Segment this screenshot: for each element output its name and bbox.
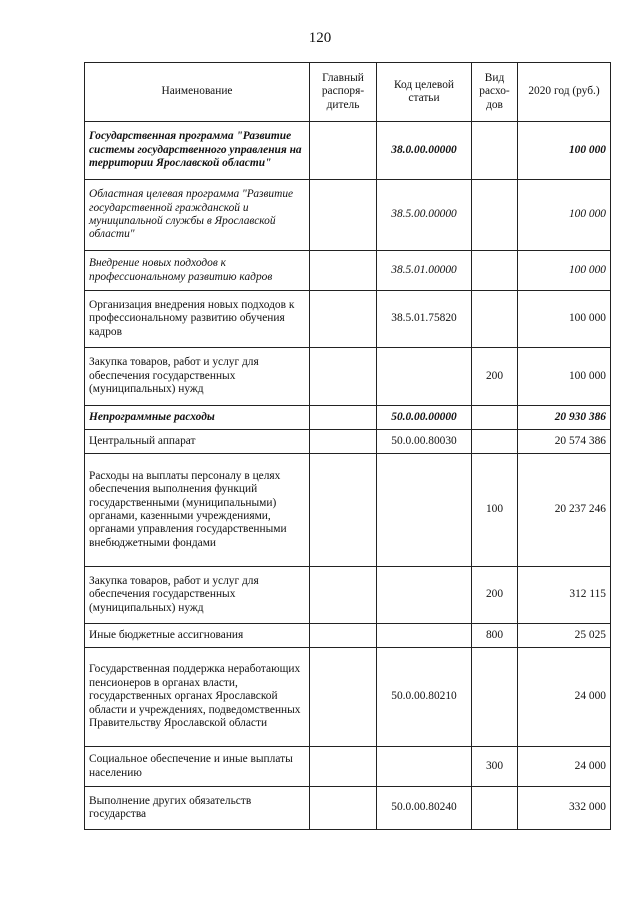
cell-code: 50.0.00.80210 — [377, 648, 472, 747]
cell-manager — [310, 348, 377, 406]
cell-kind: 800 — [472, 624, 518, 648]
cell-manager — [310, 454, 377, 567]
cell-amount: 24 000 — [518, 747, 611, 787]
cell-kind: 200 — [472, 567, 518, 624]
cell-name: Расходы на выплаты персоналу в целях обеспечения выполнения функций государственными (муниципальными) органами, казенными учреждениями, органами управления государственными внебюджетными фондами — [85, 454, 310, 567]
cell-name: Социальное обеспечение и иные выплаты населению — [85, 747, 310, 787]
cell-manager — [310, 648, 377, 747]
cell-name: Организация внедрения новых подходов к профессиональному развитию обучения кадров — [85, 291, 310, 348]
cell-amount: 332 000 — [518, 787, 611, 830]
table-header-row — [85, 63, 611, 122]
cell-manager — [310, 406, 377, 430]
cell-name: Закупка товаров, работ и услуг для обеспечения государственных (муниципальных) нужд — [85, 567, 310, 624]
cell-code: 38.5.00.00000 — [377, 180, 472, 251]
cell-kind — [472, 180, 518, 251]
table-row — [85, 567, 611, 624]
cell-amount: 100 000 — [518, 122, 611, 180]
table-row — [85, 291, 611, 348]
cell-name: Государственная программа "Развитие системы государственного управления на территории Ярославской области" — [85, 122, 310, 180]
table-row — [85, 180, 611, 251]
header-amount: 2020 год (руб.) — [518, 63, 611, 122]
cell-name: Непрограммные расходы — [85, 406, 310, 430]
table-row — [85, 406, 611, 430]
cell-code — [377, 567, 472, 624]
cell-name: Государственная поддержка неработающих пенсионеров в органах власти, государственных органах Ярославской области и учреждениях, подведомственных Правительству Ярославской области — [85, 648, 310, 747]
table-row — [85, 122, 611, 180]
cell-amount: 20 574 386 — [518, 430, 611, 454]
page-number: 120 — [308, 30, 332, 46]
table-row — [85, 454, 611, 567]
table-row — [85, 251, 611, 291]
table-row — [85, 430, 611, 454]
cell-amount: 24 000 — [518, 648, 611, 747]
cell-code — [377, 454, 472, 567]
header-manager: Главный распоря-дитель — [310, 63, 377, 122]
header-name: Наименование — [85, 63, 310, 122]
cell-kind — [472, 648, 518, 747]
cell-kind — [472, 430, 518, 454]
cell-amount: 20 237 246 — [518, 454, 611, 567]
cell-kind: 200 — [472, 348, 518, 406]
cell-kind — [472, 251, 518, 291]
table-body — [85, 122, 611, 830]
cell-kind — [472, 122, 518, 180]
table-row — [85, 648, 611, 747]
table-row — [85, 787, 611, 830]
cell-name: Закупка товаров, работ и услуг для обеспечения государственных (муниципальных) нужд — [85, 348, 310, 406]
cell-name: Иные бюджетные ассигнования — [85, 624, 310, 648]
cell-amount: 20 930 386 — [518, 406, 611, 430]
cell-amount: 100 000 — [518, 291, 611, 348]
cell-code: 38.5.01.75820 — [377, 291, 472, 348]
cell-amount: 100 000 — [518, 251, 611, 291]
cell-manager — [310, 251, 377, 291]
cell-code: 50.0.00.80240 — [377, 787, 472, 830]
cell-code — [377, 348, 472, 406]
cell-code — [377, 747, 472, 787]
cell-kind: 300 — [472, 747, 518, 787]
cell-name: Внедрение новых подходов к профессиональному развитию кадров — [85, 251, 310, 291]
cell-code: 38.0.00.00000 — [377, 122, 472, 180]
table-row — [85, 624, 611, 648]
budget-table — [84, 62, 611, 830]
cell-manager — [310, 567, 377, 624]
header-code: Код целевой статьи — [377, 63, 472, 122]
cell-kind — [472, 291, 518, 348]
cell-manager — [310, 787, 377, 830]
cell-amount: 312 115 — [518, 567, 611, 624]
table-row — [85, 348, 611, 406]
cell-code: 38.5.01.00000 — [377, 251, 472, 291]
cell-amount: 25 025 — [518, 624, 611, 648]
cell-amount: 100 000 — [518, 348, 611, 406]
cell-manager — [310, 430, 377, 454]
cell-manager — [310, 180, 377, 251]
cell-manager — [310, 122, 377, 180]
cell-code: 50.0.00.00000 — [377, 406, 472, 430]
table-row — [85, 747, 611, 787]
cell-code: 50.0.00.80030 — [377, 430, 472, 454]
cell-name: Выполнение других обязательств государства — [85, 787, 310, 830]
cell-kind — [472, 406, 518, 430]
cell-manager — [310, 747, 377, 787]
cell-code — [377, 624, 472, 648]
cell-name: Центральный аппарат — [85, 430, 310, 454]
cell-name: Областная целевая программа "Развитие государственной гражданской и муниципальной службы в Ярославской области" — [85, 180, 310, 251]
cell-amount: 100 000 — [518, 180, 611, 251]
header-kind: Вид расхо-дов — [472, 63, 518, 122]
cell-manager — [310, 624, 377, 648]
cell-kind — [472, 787, 518, 830]
cell-manager — [310, 291, 377, 348]
cell-kind: 100 — [472, 454, 518, 567]
